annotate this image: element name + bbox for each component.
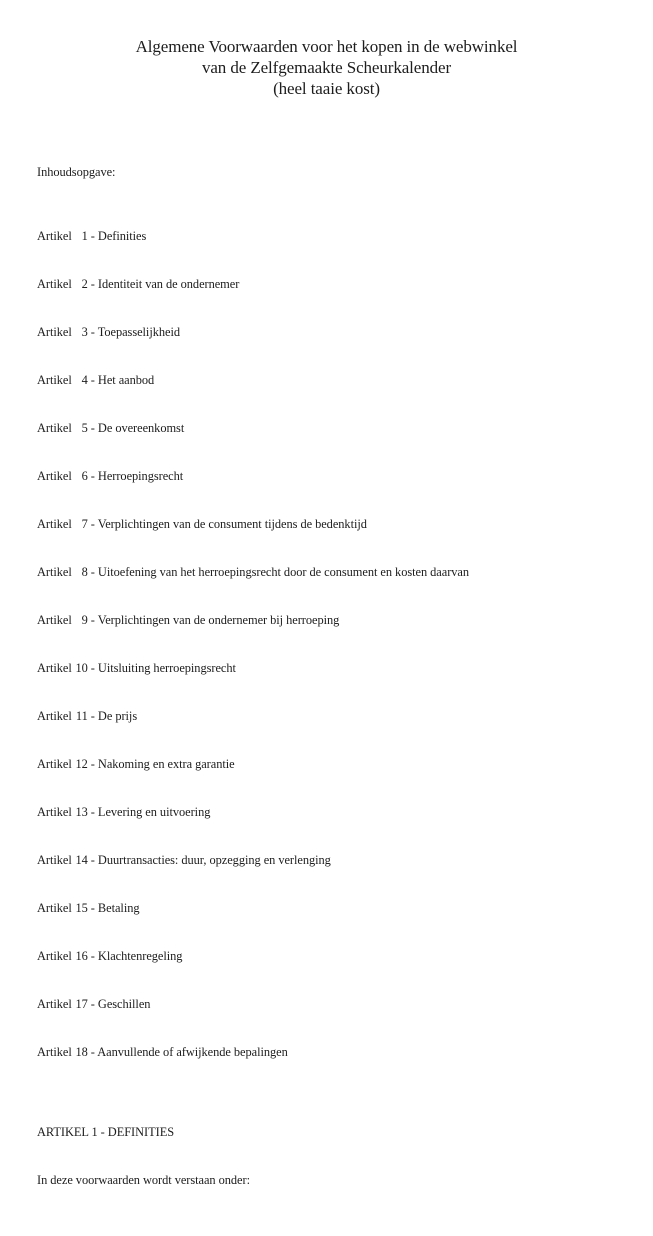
toc-item-title: Identiteit van de ondernemer <box>97 277 240 291</box>
toc-item-number: 7 <box>81 517 88 531</box>
toc-item-separator: - <box>87 901 98 915</box>
toc-item <box>37 852 643 868</box>
toc-item-label: Artikel <box>37 277 72 291</box>
toc-item-separator: - <box>87 277 98 291</box>
toc-item-title: Uitoefening van het herroepingsrecht door de consument en kosten daarvan <box>97 565 470 579</box>
document-title-line-3: (heel taaie kost) <box>273 79 380 98</box>
toc-item-label: Artikel <box>37 469 72 483</box>
toc-item <box>37 468 643 484</box>
toc-item-label: Artikel <box>37 517 72 531</box>
toc-item-number: 5 <box>81 421 88 435</box>
toc-item-label: Artikel <box>37 373 72 387</box>
toc-item-number: 1 <box>81 229 88 243</box>
toc-item <box>37 372 643 388</box>
toc-item-label: Artikel <box>37 1045 72 1059</box>
toc-item-number: 9 <box>81 613 88 627</box>
toc-item-number: 14 <box>75 853 88 867</box>
toc-item-label: Artikel <box>37 421 72 435</box>
toc-item-title: De overeenkomst <box>97 421 185 435</box>
toc-item-label: Artikel <box>37 709 72 723</box>
toc-item-separator: - <box>87 565 98 579</box>
toc-item-separator: - <box>87 949 98 963</box>
toc-item-label: Artikel <box>37 805 72 819</box>
toc-item <box>37 948 643 964</box>
toc-item-separator: - <box>87 1045 98 1059</box>
toc-item-label: Artikel <box>37 949 72 963</box>
toc-item-number: 2 <box>81 277 88 291</box>
toc-item-number: 10 <box>75 661 88 675</box>
document-title-line-2: van de Zelfgemaakte Scheurkalender <box>201 58 452 77</box>
toc-item-title: Verplichtingen van de ondernemer bij herroeping <box>97 613 340 627</box>
toc-item <box>37 228 643 244</box>
toc-item-label: Artikel <box>37 757 72 771</box>
toc-item-title: Toepasselijkheid <box>97 325 180 339</box>
toc-item-title: Geschillen <box>97 997 151 1011</box>
toc-item-number: 4 <box>81 373 88 387</box>
toc-item-number: 18 <box>75 1045 88 1059</box>
toc-item <box>37 660 643 676</box>
toc-item-separator: - <box>87 229 98 243</box>
toc-item <box>37 324 643 340</box>
toc-item-number: 8 <box>81 565 88 579</box>
toc-item-separator: - <box>87 757 98 771</box>
toc-item <box>37 276 643 292</box>
toc-item-number: 16 <box>75 949 88 963</box>
toc-item-label: Artikel <box>37 229 72 243</box>
document-title <box>0 36 653 99</box>
toc-item-title: Verplichtingen van de consument tijdens de bedenktijd <box>97 517 367 531</box>
toc-item-title: Duurtransacties: duur, opzegging en verlenging <box>97 853 331 867</box>
toc-item <box>37 900 643 916</box>
toc-item-number: 17 <box>75 997 88 1011</box>
toc-item <box>37 996 643 1012</box>
toc-item-title: De prijs <box>97 709 138 723</box>
toc-item-number: 15 <box>75 901 88 915</box>
toc-item-title: Levering en uitvoering <box>97 805 211 819</box>
toc-item-separator: - <box>87 997 98 1011</box>
toc-item-separator: - <box>87 373 98 387</box>
toc-item <box>37 1044 643 1060</box>
toc-heading: Inhoudsopgave: <box>37 165 116 179</box>
toc-item-number: 13 <box>75 805 88 819</box>
toc-item-label: Artikel <box>37 613 72 627</box>
toc-item-separator: - <box>87 661 98 675</box>
toc-item-title: Betaling <box>97 901 140 915</box>
toc-item-label: Artikel <box>37 661 72 675</box>
toc-item-title: Uitsluiting herroepingsrecht <box>97 661 236 675</box>
toc-item-label: Artikel <box>37 853 72 867</box>
toc-item <box>37 420 643 436</box>
toc-item <box>37 612 643 628</box>
document-title-line-1: Algemene Voorwaarden voor het kopen in de webwinkel <box>135 37 518 56</box>
toc-item <box>37 708 643 724</box>
toc-item-title: Definities <box>97 229 147 243</box>
toc-item-separator: - <box>87 469 98 483</box>
toc-item-label: Artikel <box>37 997 72 1011</box>
toc-item-separator: - <box>87 325 98 339</box>
toc-item-number: 3 <box>81 325 88 339</box>
toc-item <box>37 516 643 532</box>
toc-item-separator: - <box>87 517 98 531</box>
toc-item-label: Artikel <box>37 325 72 339</box>
toc-item <box>37 564 643 580</box>
toc-item-separator: - <box>87 421 98 435</box>
toc-item-number: 6 <box>81 469 88 483</box>
toc-item-title: Het aanbod <box>97 373 155 387</box>
section-first-line: In deze voorwaarden wordt verstaan onder: <box>37 1173 250 1187</box>
document-body <box>37 116 643 1236</box>
toc-item-title: Nakoming en extra garantie <box>97 757 235 771</box>
toc-item-separator: - <box>87 613 98 627</box>
toc-item <box>37 804 643 820</box>
toc-item-separator: - <box>87 805 98 819</box>
toc-item-separator: - <box>87 709 98 723</box>
toc-item-separator: - <box>87 853 98 867</box>
toc-item-title: Herroepingsrecht <box>97 469 184 483</box>
toc-item <box>37 756 643 772</box>
toc-item-label: Artikel <box>37 901 72 915</box>
toc-item-number: 12 <box>75 757 88 771</box>
toc-item-number: 11 <box>75 709 88 723</box>
section-heading-artikel-1: ARTIKEL 1 - DEFINITIES <box>37 1125 175 1139</box>
toc-item-title: Klachtenregeling <box>97 949 183 963</box>
toc-item-label: Artikel <box>37 565 72 579</box>
toc-item-title: Aanvullende of afwijkende bepalingen <box>97 1045 288 1059</box>
